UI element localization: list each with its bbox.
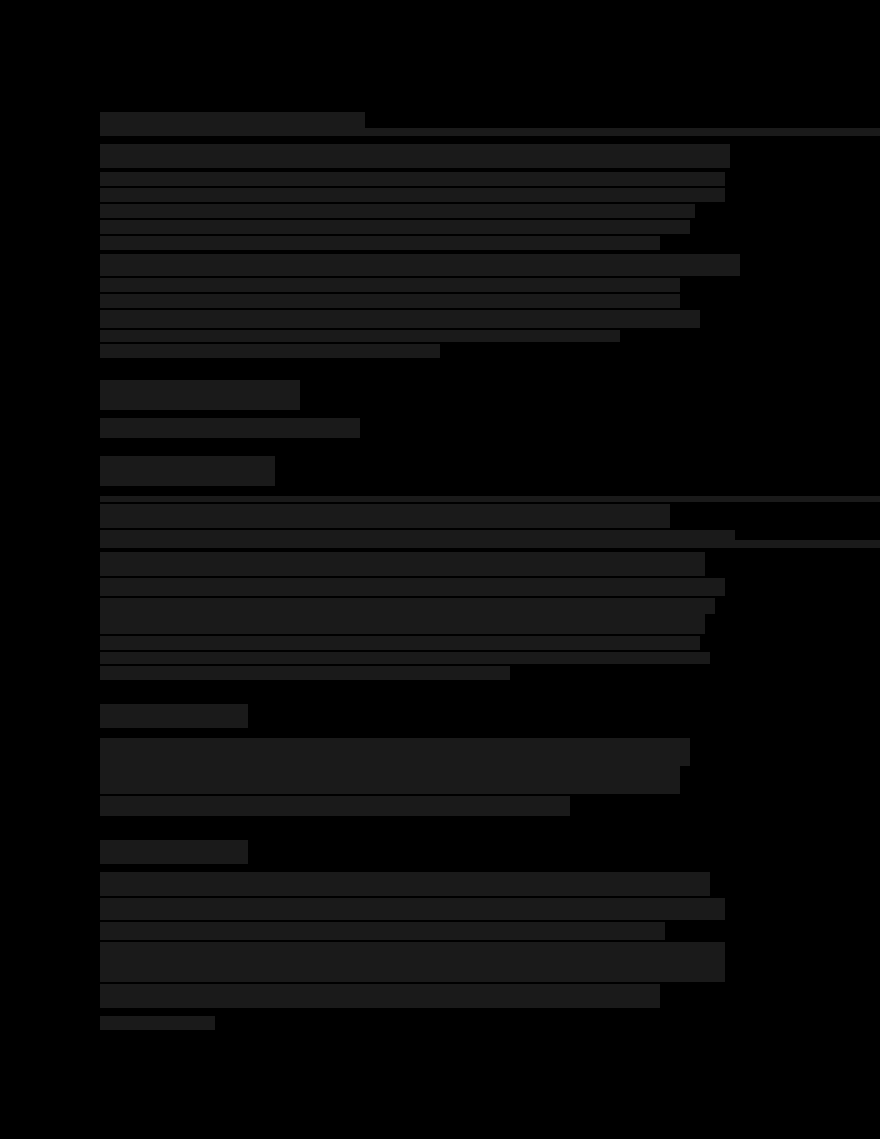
paragraph-line <box>100 1016 215 1030</box>
paragraph-line <box>100 144 730 168</box>
paragraph-line <box>100 552 705 576</box>
paragraph-line <box>100 766 680 794</box>
paragraph-line <box>100 540 880 548</box>
paragraph-line <box>100 578 725 596</box>
heading-line <box>100 704 248 728</box>
paragraph-line <box>100 872 710 896</box>
paragraph-line <box>100 344 440 358</box>
heading-line <box>100 840 248 864</box>
rule-line <box>100 128 880 136</box>
paragraph-line <box>100 796 570 816</box>
paragraph-line <box>100 614 705 634</box>
paragraph-line <box>100 254 740 276</box>
paragraph-line <box>100 204 695 218</box>
paragraph-line <box>100 294 680 308</box>
paragraph-line <box>100 418 360 438</box>
rule-line <box>100 496 880 502</box>
paragraph-line <box>100 960 725 982</box>
paragraph-line <box>100 236 660 250</box>
paragraph-line <box>100 220 690 234</box>
paragraph-line <box>100 666 510 680</box>
paragraph-line <box>100 984 660 1008</box>
paragraph-line <box>100 278 680 292</box>
heading-line <box>100 456 275 486</box>
paragraph-line <box>100 310 700 328</box>
paragraph-line <box>100 942 725 960</box>
paragraph-line <box>100 738 690 766</box>
heading-line <box>100 380 300 410</box>
paragraph-line <box>100 922 665 940</box>
paragraph-line <box>100 898 725 920</box>
paragraph-line <box>100 504 670 528</box>
paragraph-line <box>100 188 725 202</box>
paragraph-line <box>100 652 710 664</box>
paragraph-line <box>100 636 700 650</box>
paragraph-line <box>100 172 725 186</box>
paragraph-line <box>100 530 735 540</box>
paragraph-line <box>100 598 715 614</box>
heading-line <box>100 112 365 128</box>
paragraph-line <box>100 330 620 342</box>
